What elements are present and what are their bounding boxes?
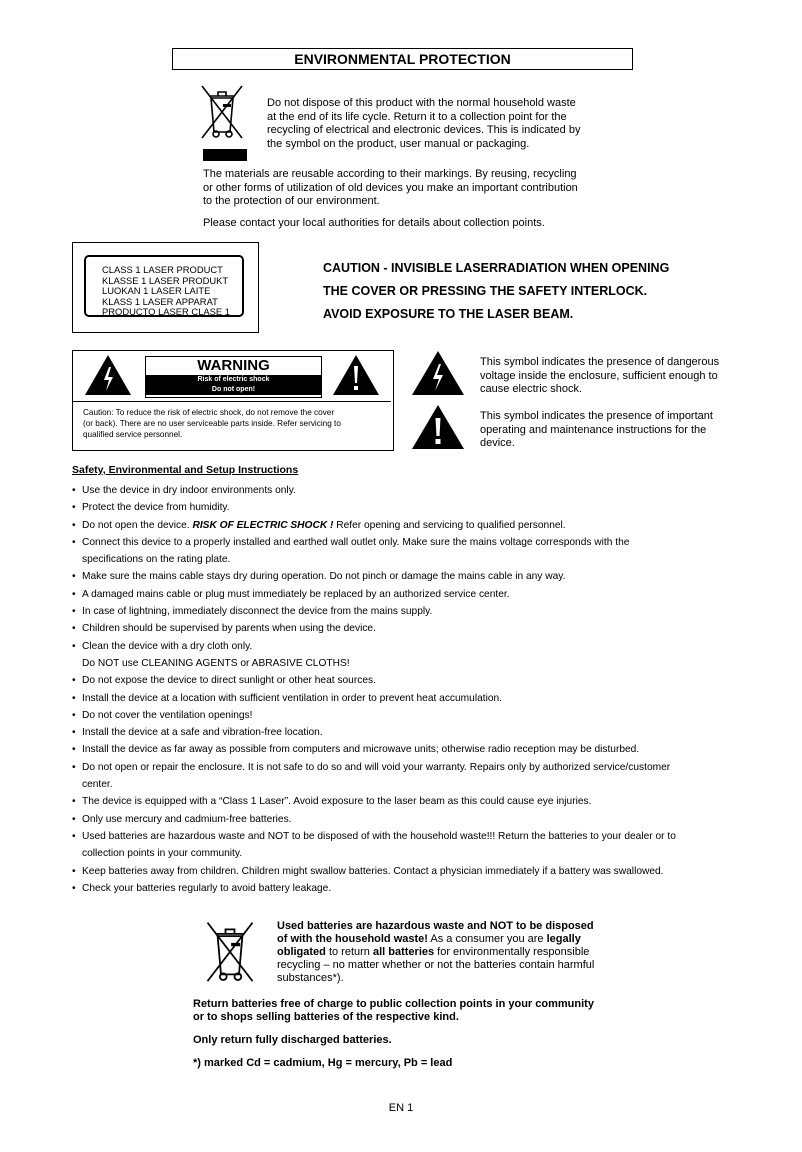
- discharged-note: Only return fully discharged batteries.: [193, 1034, 392, 1046]
- list-item-continuation: collection points in your community.: [82, 848, 243, 860]
- battery-notice-line: [277, 933, 637, 946]
- return-batteries: [193, 998, 653, 1024]
- env-line: the symbol on the product, user manual or packaging.: [267, 137, 530, 150]
- page-number: EN 1: [388, 1102, 414, 1114]
- warning-subtitle: Do not open!: [211, 386, 256, 393]
- warning-band: [146, 375, 321, 395]
- marking-note: *) marked Cd = cadmium, Hg = mercury, Pb = lead: [193, 1057, 453, 1069]
- symbol-text-line: voltage inside the enclosure, sufficient enough to: [480, 369, 718, 382]
- list-item: • In case of lightning, immediately disconnect the device from the mains supply.: [72, 603, 732, 620]
- electric-shock-icon: [410, 349, 466, 397]
- warning-caption-line: (or back). There are no user serviceable parts inside. Refer servicing to: [83, 419, 341, 428]
- list-item: • The device is equipped with a “Class 1 Laser”. Avoid exposure to the laser beam as this could cause eye injuries.: [72, 793, 732, 810]
- warning-caption: [73, 401, 391, 445]
- laser-label-line: KLASS 1 LASER APPARAT: [102, 295, 218, 307]
- list-item-text: Refer opening and servicing to qualified personnel.: [336, 519, 566, 531]
- env-line: Do not dispose of this product with the normal household waste: [267, 97, 576, 109]
- warning-caption-line: Caution: To reduce the risk of electric shock, do not remove the cover: [83, 408, 335, 417]
- env-paragraph-1: [267, 97, 597, 151]
- symbol-text-line: This symbol indicates the presence of dangerous: [480, 356, 720, 368]
- env-line: or other forms of utilization of old devices you make an important contribution: [203, 181, 578, 194]
- battery-notice-line: recycling – no matter whether or not the batteries contain harmful: [277, 959, 595, 971]
- list-item-text: Do not open the device.: [82, 519, 190, 531]
- laser-label-line: PRODUCTO LASER CLASE 1: [102, 306, 230, 317]
- safety-title: Safety, Environmental and Setup Instructions: [72, 464, 299, 476]
- warning-title-box: [145, 356, 322, 398]
- plain-text: As a consumer you are: [427, 933, 547, 945]
- symbol-text-line: This symbol indicates the presence of important: [480, 410, 713, 422]
- crossed-bin-icon: [198, 82, 246, 144]
- list-item: • Only use mercury and cadmium-free batteries.: [72, 811, 732, 828]
- list-item: • Use the device in dry indoor environments only.: [72, 482, 732, 499]
- crossed-bin-icon: [203, 918, 257, 988]
- caution-line: AVOID EXPOSURE TO THE LASER BEAM.: [323, 307, 574, 321]
- symbol-text-line: device.: [480, 437, 515, 449]
- warning-subtitle: Risk of electric shock: [197, 376, 270, 383]
- env-line: at the end of its life cycle. Return it to a collection point for the: [267, 110, 567, 123]
- safety-list: [72, 482, 732, 897]
- list-item: • Used batteries are hazardous waste and NOT to be disposed of with the household waste!!! Return the batteries to your dealer or to: [72, 828, 732, 845]
- list-item: • Connect this device to a properly installed and earthed wall outlet only. Make sure the mains voltage corresponds with the: [72, 534, 732, 551]
- bold-text: legally: [546, 933, 581, 945]
- list-item: • Install the device at a safe and vibration-free location.: [72, 724, 732, 741]
- voltage-symbol-text: [480, 356, 730, 397]
- env-line: to the protection of our environment.: [203, 195, 380, 207]
- env-line: The materials are reusable according to their markings. By reusing, recycling: [203, 168, 577, 180]
- battery-notice-line: Used batteries are hazardous waste and NOT to be disposed: [277, 920, 594, 932]
- list-item: • Do not cover the ventilation openings!: [72, 707, 732, 724]
- env-line: recycling of electrical and electronic devices. This is indicated by: [267, 124, 581, 136]
- env-paragraph-2: [203, 168, 623, 209]
- laser-label-frame: [72, 242, 259, 333]
- symbol-text-line: cause electric shock.: [480, 383, 583, 395]
- bin-underline-bar: [203, 149, 247, 161]
- list-item: • Do not expose the device to direct sunlight or other heat sources.: [72, 672, 732, 689]
- battery-notice-line: substances*).: [277, 972, 344, 984]
- list-item: • Clean the device with a dry cloth only.: [72, 638, 732, 655]
- shock-warning-text: RISK OF ELECTRIC SHOCK !: [192, 519, 334, 531]
- warning-box: [72, 350, 394, 451]
- caution-line: CAUTION - INVISIBLE LASERRADIATION WHEN OPENING: [323, 261, 670, 275]
- list-item: [72, 517, 732, 534]
- symbol-text-line: operating and maintenance instructions for the: [480, 423, 707, 436]
- list-item-continuation: specifications on the rating plate.: [82, 554, 231, 566]
- warning-caption-line: qualified service personnel.: [83, 430, 183, 439]
- bold-text: all batteries: [372, 946, 435, 958]
- list-item-continuation: Do NOT use CLEANING AGENTS or ABRASIVE CLOTHS!: [82, 657, 350, 669]
- laser-label-line: LUOKAN 1 LASER LAITE: [102, 285, 211, 296]
- laser-label-line: KLASSE 1 LASER PRODUKT: [102, 274, 229, 286]
- list-item: • Install the device as far away as possible from computers and microwave units; otherwise radio reception may be disturbed.: [72, 741, 732, 758]
- laser-label: [84, 255, 244, 317]
- caution-line: THE COVER OR PRESSING THE SAFETY INTERLOCK.: [323, 284, 648, 298]
- battery-notice: [277, 920, 637, 985]
- list-item: • A damaged mains cable or plug must immediately be replaced by an authorized service center.: [72, 586, 732, 603]
- page-title: ENVIRONMENTAL PROTECTION: [172, 48, 633, 70]
- warning-title: WARNING: [197, 357, 270, 374]
- battery-notice-line: [277, 946, 637, 959]
- plain-text: for environmentally responsible: [434, 946, 590, 958]
- return-line: Return batteries free of charge to public collection points in your community: [193, 998, 594, 1010]
- bold-text: of with the household waste!: [277, 933, 428, 945]
- list-item: • Install the device at a location with sufficient ventilation in order to prevent heat accumulation.: [72, 690, 732, 707]
- list-item: • Make sure the mains cable stays dry during operation. Do not pinch or damage the mains cable in any way.: [72, 568, 732, 585]
- laser-label-line: CLASS 1 LASER PRODUCT: [102, 264, 223, 275]
- electric-shock-icon: [83, 353, 133, 397]
- exclamation-icon: [410, 403, 466, 451]
- instructions-symbol-text: [480, 410, 730, 451]
- list-item-continuation: center.: [82, 779, 113, 791]
- exclamation-icon: [331, 353, 381, 397]
- list-item: • Children should be supervised by parents when using the device.: [72, 620, 732, 637]
- list-item: • Check your batteries regularly to avoid battery leakage.: [72, 880, 732, 897]
- return-line: or to shops selling batteries of the respective kind.: [193, 1011, 459, 1023]
- list-item: • Protect the device from humidity.: [72, 499, 732, 516]
- list-item: • Keep batteries away from children. Children might swallow batteries. Contact a physician immediately if a battery was swallowed.: [72, 863, 732, 880]
- list-item: • Do not open or repair the enclosure. It is not safe to do so and will void your warranty. Repairs only by authorized service/customer: [72, 759, 732, 776]
- plain-text: to return: [325, 946, 373, 958]
- env-paragraph-3: Please contact your local authorities for details about collection points.: [203, 217, 545, 229]
- bold-text: obligated: [277, 946, 326, 958]
